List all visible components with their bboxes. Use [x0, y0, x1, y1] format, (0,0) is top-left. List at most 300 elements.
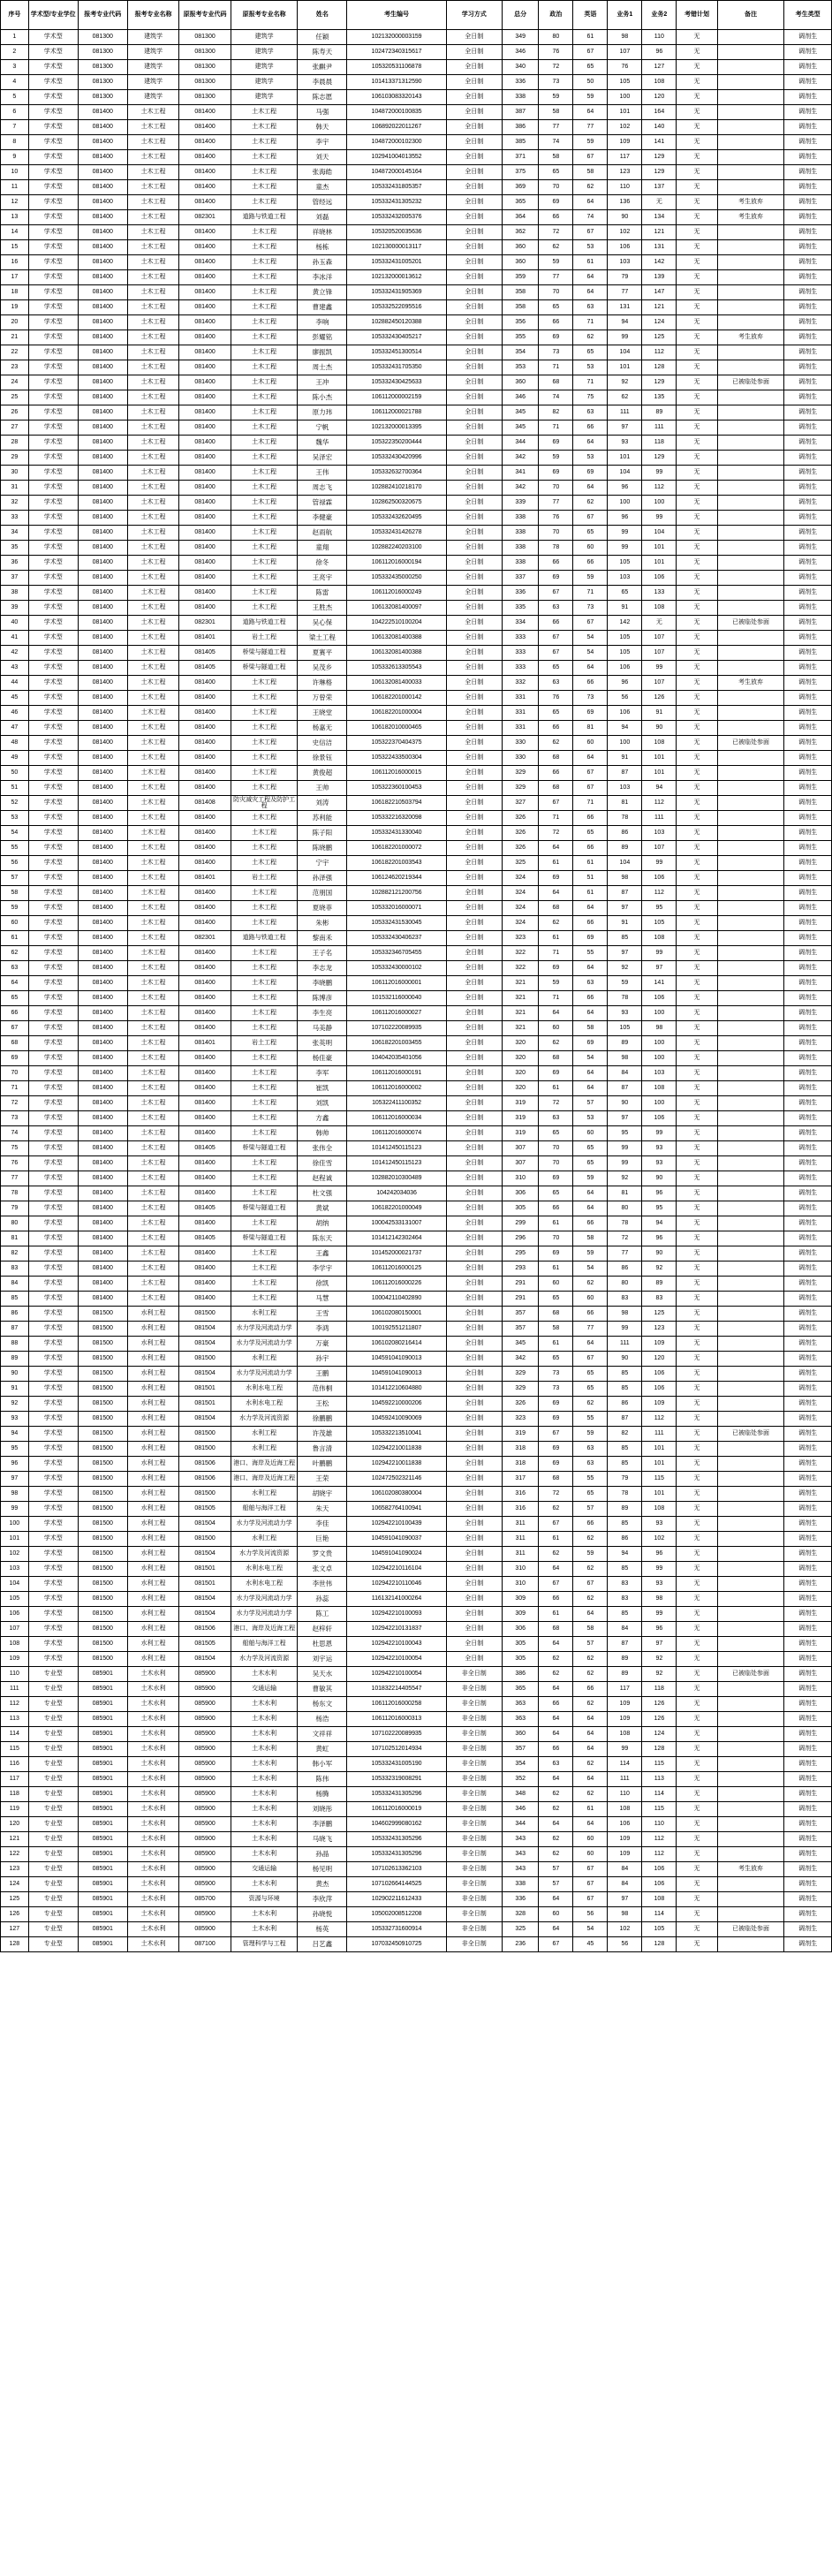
cell-r74-c13: 93 [642, 1141, 677, 1156]
cell-r22-c14: 无 [677, 360, 717, 375]
cell-r89-c7: 104591041090013 [347, 1367, 446, 1382]
cell-r108-c9: 305 [502, 1652, 538, 1667]
cell-r54-c10: 64 [539, 841, 573, 856]
cell-r107-c0: 108 [1, 1637, 29, 1652]
cell-r111-c11: 62 [573, 1697, 608, 1712]
cell-r36-c14: 无 [677, 571, 717, 586]
cell-r107-c2: 081500 [78, 1637, 127, 1652]
cell-r105-c12: 85 [608, 1607, 642, 1622]
cell-r22-c12: 101 [608, 360, 642, 375]
cell-r4-c12: 100 [608, 90, 642, 105]
cell-r48-c0: 49 [1, 751, 29, 766]
cell-r74-c14: 无 [677, 1141, 717, 1156]
cell-r51-c2: 081400 [78, 796, 127, 811]
cell-r91-c11: 62 [573, 1397, 608, 1412]
cell-r90-c12: 85 [608, 1382, 642, 1397]
cell-r70-c6: 崔凯 [298, 1081, 347, 1096]
table-row [1, 225, 832, 240]
cell-r109-c6: 吴天水 [298, 1667, 347, 1682]
cell-r94-c10: 69 [539, 1442, 573, 1457]
cell-r73-c13: 99 [642, 1126, 677, 1141]
cell-r103-c15 [717, 1577, 784, 1592]
cell-r73-c6: 韩帅 [298, 1126, 347, 1141]
cell-r86-c13: 123 [642, 1322, 677, 1337]
cell-r91-c8: 全日制 [446, 1397, 502, 1412]
cell-r14-c0: 15 [1, 240, 29, 255]
cell-r91-c12: 86 [608, 1397, 642, 1412]
cell-r125-c0: 126 [1, 1907, 29, 1922]
cell-r69-c1: 学术型 [28, 1066, 78, 1081]
cell-r4-c2: 081300 [78, 90, 127, 105]
cell-r74-c12: 99 [608, 1141, 642, 1156]
cell-r1-c9: 346 [502, 45, 538, 60]
cell-r94-c11: 63 [573, 1442, 608, 1457]
cell-r77-c16: 调剂生 [784, 1186, 832, 1201]
cell-r40-c6: 梁土工程 [298, 631, 347, 646]
table-row [1, 1216, 832, 1231]
cell-r38-c11: 73 [573, 601, 608, 616]
cell-r120-c3: 土木水利 [127, 1832, 179, 1847]
cell-r27-c2: 081400 [78, 436, 127, 451]
cell-r18-c1: 学术型 [28, 300, 78, 315]
cell-r59-c3: 土木工程 [127, 916, 179, 931]
cell-r124-c6: 李欣萍 [298, 1892, 347, 1907]
cell-r68-c3: 土木工程 [127, 1051, 179, 1066]
cell-r108-c6: 刘宇运 [298, 1652, 347, 1667]
column-header-0: 序号 [1, 1, 29, 30]
cell-r94-c8: 全日制 [446, 1442, 502, 1457]
cell-r0-c4: 081300 [179, 30, 231, 45]
cell-r98-c8: 全日制 [446, 1502, 502, 1517]
cell-r33-c0: 34 [1, 526, 29, 541]
cell-r87-c0: 88 [1, 1337, 29, 1352]
cell-r42-c6: 吴茂乡 [298, 661, 347, 676]
cell-r41-c7: 106132081400388 [347, 646, 446, 661]
cell-r121-c15 [717, 1847, 784, 1862]
cell-r4-c14: 无 [677, 90, 717, 105]
cell-r37-c0: 38 [1, 586, 29, 601]
cell-r93-c12: 82 [608, 1427, 642, 1442]
cell-r11-c4: 081400 [179, 195, 231, 210]
cell-r108-c11: 62 [573, 1652, 608, 1667]
cell-r112-c5: 土木水利 [231, 1712, 298, 1727]
cell-r43-c14: 无 [677, 676, 717, 691]
cell-r30-c8: 全日制 [446, 481, 502, 496]
cell-r118-c15 [717, 1802, 784, 1817]
cell-r86-c2: 081500 [78, 1322, 127, 1337]
cell-r79-c12: 78 [608, 1216, 642, 1231]
cell-r51-c8: 全日制 [446, 796, 502, 811]
cell-r109-c5: 土木水利 [231, 1667, 298, 1682]
cell-r62-c14: 无 [677, 961, 717, 976]
cell-r19-c16: 调剂生 [784, 315, 832, 330]
cell-r117-c3: 土木水利 [127, 1787, 179, 1802]
cell-r122-c13: 106 [642, 1862, 677, 1877]
cell-r86-c9: 357 [502, 1322, 538, 1337]
cell-r111-c16: 调剂生 [784, 1697, 832, 1712]
cell-r105-c8: 全日制 [446, 1607, 502, 1622]
cell-r96-c3: 水利工程 [127, 1472, 179, 1487]
table-row [1, 646, 832, 661]
cell-r126-c9: 325 [502, 1922, 538, 1937]
cell-r24-c8: 全日制 [446, 390, 502, 405]
cell-r100-c14: 无 [677, 1532, 717, 1547]
cell-r56-c6: 孙泽强 [298, 871, 347, 886]
cell-r119-c8: 非全日制 [446, 1817, 502, 1832]
cell-r83-c3: 土木工程 [127, 1277, 179, 1292]
cell-r103-c8: 全日制 [446, 1577, 502, 1592]
cell-r87-c16: 调剂生 [784, 1337, 832, 1352]
cell-r116-c1: 专业型 [28, 1772, 78, 1787]
cell-r60-c3: 土木工程 [127, 931, 179, 946]
cell-r54-c12: 89 [608, 841, 642, 856]
cell-r4-c13: 120 [642, 90, 677, 105]
cell-r49-c4: 081400 [179, 766, 231, 781]
cell-r75-c1: 学术型 [28, 1156, 78, 1171]
cell-r28-c7: 105332430420996 [347, 451, 446, 466]
cell-r50-c2: 081400 [78, 781, 127, 796]
cell-r76-c15 [717, 1171, 784, 1186]
cell-r114-c13: 128 [642, 1742, 677, 1757]
cell-r72-c15 [717, 1111, 784, 1126]
cell-r20-c0: 21 [1, 330, 29, 345]
cell-r34-c4: 081400 [179, 541, 231, 556]
cell-r109-c13: 92 [642, 1667, 677, 1682]
cell-r0-c11: 61 [573, 30, 608, 45]
cell-r18-c13: 121 [642, 300, 677, 315]
cell-r92-c3: 水利工程 [127, 1412, 179, 1427]
cell-r113-c15 [717, 1727, 784, 1742]
cell-r77-c12: 81 [608, 1186, 642, 1201]
cell-r13-c16: 调剂生 [784, 225, 832, 240]
cell-r115-c6: 韩小军 [298, 1757, 347, 1772]
cell-r70-c8: 全日制 [446, 1081, 502, 1096]
cell-r40-c13: 107 [642, 631, 677, 646]
cell-r95-c5: 港口、海岸及近海工程 [231, 1457, 298, 1472]
cell-r27-c15 [717, 436, 784, 451]
cell-r90-c11: 65 [573, 1382, 608, 1397]
cell-r35-c12: 105 [608, 556, 642, 571]
table-row [1, 1697, 832, 1712]
cell-r14-c16: 调剂生 [784, 240, 832, 255]
cell-r78-c2: 081400 [78, 1201, 127, 1216]
cell-r97-c7: 106102080380004 [347, 1487, 446, 1502]
cell-r36-c1: 学术型 [28, 571, 78, 586]
cell-r5-c1: 学术型 [28, 105, 78, 120]
cell-r102-c12: 85 [608, 1562, 642, 1577]
cell-r57-c13: 112 [642, 886, 677, 901]
cell-r28-c16: 调剂生 [784, 451, 832, 466]
cell-r39-c10: 66 [539, 616, 573, 631]
cell-r19-c5: 土木工程 [231, 315, 298, 330]
cell-r37-c11: 71 [573, 586, 608, 601]
cell-r3-c13: 108 [642, 75, 677, 90]
cell-r18-c15 [717, 300, 784, 315]
cell-r15-c10: 59 [539, 255, 573, 270]
cell-r11-c1: 学术型 [28, 195, 78, 210]
cell-r21-c15 [717, 345, 784, 360]
cell-r61-c16: 调剂生 [784, 946, 832, 961]
table-row [1, 1352, 832, 1367]
cell-r32-c4: 081400 [179, 511, 231, 526]
table-row [1, 1862, 832, 1877]
table-row [1, 1472, 832, 1487]
cell-r10-c16: 调剂生 [784, 180, 832, 195]
table-row [1, 1412, 832, 1427]
cell-r77-c4: 081400 [179, 1186, 231, 1201]
cell-r34-c13: 101 [642, 541, 677, 556]
cell-r109-c16: 调剂生 [784, 1667, 832, 1682]
cell-r48-c8: 全日制 [446, 751, 502, 766]
cell-r38-c0: 39 [1, 601, 29, 616]
cell-r103-c6: 李世伟 [298, 1577, 347, 1592]
cell-r127-c7: 107032450910725 [347, 1937, 446, 1952]
cell-r90-c10: 73 [539, 1382, 573, 1397]
cell-r0-c0: 1 [1, 30, 29, 45]
cell-r66-c4: 081400 [179, 1021, 231, 1036]
cell-r59-c12: 91 [608, 916, 642, 931]
table-row [1, 1186, 832, 1201]
cell-r68-c6: 杨佳豪 [298, 1051, 347, 1066]
cell-r102-c9: 310 [502, 1562, 538, 1577]
cell-r116-c15 [717, 1772, 784, 1787]
cell-r16-c8: 全日制 [446, 270, 502, 285]
cell-r10-c13: 137 [642, 180, 677, 195]
cell-r4-c10: 59 [539, 90, 573, 105]
cell-r111-c3: 土木水利 [127, 1697, 179, 1712]
cell-r83-c5: 土木工程 [231, 1277, 298, 1292]
cell-r58-c14: 无 [677, 901, 717, 916]
cell-r55-c15 [717, 856, 784, 871]
cell-r82-c9: 293 [502, 1261, 538, 1277]
cell-r52-c1: 学术型 [28, 811, 78, 826]
cell-r56-c1: 学术型 [28, 871, 78, 886]
cell-r104-c9: 309 [502, 1592, 538, 1607]
cell-r71-c3: 土木工程 [127, 1096, 179, 1111]
cell-r35-c1: 学术型 [28, 556, 78, 571]
cell-r82-c14: 无 [677, 1261, 717, 1277]
cell-r5-c2: 081400 [78, 105, 127, 120]
cell-r1-c11: 67 [573, 45, 608, 60]
cell-r97-c8: 全日制 [446, 1487, 502, 1502]
cell-r81-c14: 无 [677, 1246, 717, 1261]
cell-r54-c15 [717, 841, 784, 856]
cell-r54-c16: 调剂生 [784, 841, 832, 856]
cell-r27-c11: 64 [573, 436, 608, 451]
cell-r82-c1: 学术型 [28, 1261, 78, 1277]
cell-r22-c3: 土木工程 [127, 360, 179, 375]
cell-r48-c3: 土木工程 [127, 751, 179, 766]
cell-r38-c9: 335 [502, 601, 538, 616]
cell-r108-c3: 水利工程 [127, 1652, 179, 1667]
cell-r58-c1: 学术型 [28, 901, 78, 916]
cell-r25-c10: 82 [539, 405, 573, 420]
table-row [1, 1622, 832, 1637]
cell-r55-c3: 土木工程 [127, 856, 179, 871]
cell-r22-c7: 105332431705350 [347, 360, 446, 375]
cell-r15-c0: 16 [1, 255, 29, 270]
cell-r52-c14: 无 [677, 811, 717, 826]
cell-r125-c5: 土木水利 [231, 1907, 298, 1922]
cell-r21-c13: 112 [642, 345, 677, 360]
cell-r52-c7: 105332216320098 [347, 811, 446, 826]
cell-r102-c14: 无 [677, 1562, 717, 1577]
cell-r41-c15 [717, 646, 784, 661]
cell-r49-c15 [717, 766, 784, 781]
cell-r93-c11: 59 [573, 1427, 608, 1442]
cell-r96-c5: 港口、海岸及近海工程 [231, 1472, 298, 1487]
cell-r50-c7: 105322360100453 [347, 781, 446, 796]
cell-r106-c15 [717, 1622, 784, 1637]
cell-r96-c16: 调剂生 [784, 1472, 832, 1487]
cell-r99-c14: 无 [677, 1517, 717, 1532]
cell-r31-c2: 081400 [78, 496, 127, 511]
cell-r125-c6: 孙晓悦 [298, 1907, 347, 1922]
cell-r9-c8: 全日制 [446, 165, 502, 180]
cell-r104-c7: 116132141000264 [347, 1592, 446, 1607]
cell-r121-c9: 343 [502, 1847, 538, 1862]
table-row [1, 270, 832, 285]
cell-r27-c7: 105322350200444 [347, 436, 446, 451]
cell-r39-c5: 道路与铁道工程 [231, 616, 298, 631]
cell-r1-c15 [717, 45, 784, 60]
cell-r15-c9: 360 [502, 255, 538, 270]
cell-r26-c3: 土木工程 [127, 420, 179, 436]
cell-r29-c0: 30 [1, 466, 29, 481]
cell-r15-c3: 土木工程 [127, 255, 179, 270]
cell-r65-c0: 66 [1, 1006, 29, 1021]
cell-r49-c16: 调剂生 [784, 766, 832, 781]
cell-r111-c4: 085900 [179, 1697, 231, 1712]
cell-r90-c5: 水利水电工程 [231, 1382, 298, 1397]
cell-r75-c0: 76 [1, 1156, 29, 1171]
cell-r112-c0: 113 [1, 1712, 29, 1727]
cell-r19-c4: 081400 [179, 315, 231, 330]
cell-r41-c16: 调剂生 [784, 646, 832, 661]
cell-r4-c8: 全日制 [446, 90, 502, 105]
cell-r0-c10: 80 [539, 30, 573, 45]
cell-r65-c16: 调剂生 [784, 1006, 832, 1021]
cell-r67-c16: 调剂生 [784, 1036, 832, 1051]
cell-r61-c1: 学术型 [28, 946, 78, 961]
cell-r55-c9: 325 [502, 856, 538, 871]
cell-r86-c0: 87 [1, 1322, 29, 1337]
cell-r74-c8: 全日制 [446, 1141, 502, 1156]
table-row [1, 180, 832, 195]
cell-r59-c1: 学术型 [28, 916, 78, 931]
cell-r31-c0: 32 [1, 496, 29, 511]
cell-r25-c3: 土木工程 [127, 405, 179, 420]
cell-r85-c10: 68 [539, 1307, 573, 1322]
column-header-3: 报考专业名称 [127, 1, 179, 30]
cell-r12-c7: 105332432005376 [347, 210, 446, 225]
cell-r26-c8: 全日制 [446, 420, 502, 436]
cell-r102-c6: 张文卓 [298, 1562, 347, 1577]
cell-r77-c7: 104242034036 [347, 1186, 446, 1201]
cell-r93-c1: 学术型 [28, 1427, 78, 1442]
cell-r35-c10: 66 [539, 556, 573, 571]
cell-r43-c1: 学术型 [28, 676, 78, 691]
cell-r30-c6: 周志飞 [298, 481, 347, 496]
cell-r86-c15 [717, 1322, 784, 1337]
cell-r36-c5: 土木工程 [231, 571, 298, 586]
cell-r87-c11: 64 [573, 1337, 608, 1352]
cell-r119-c16: 调剂生 [784, 1817, 832, 1832]
cell-r17-c1: 学术型 [28, 285, 78, 300]
cell-r83-c4: 081400 [179, 1277, 231, 1292]
cell-r124-c10: 64 [539, 1892, 573, 1907]
cell-r20-c1: 学术型 [28, 330, 78, 345]
cell-r34-c0: 35 [1, 541, 29, 556]
cell-r17-c4: 081400 [179, 285, 231, 300]
cell-r48-c4: 081400 [179, 751, 231, 766]
cell-r40-c4: 081401 [179, 631, 231, 646]
cell-r46-c9: 331 [502, 721, 538, 736]
cell-r40-c2: 081400 [78, 631, 127, 646]
table-row [1, 330, 832, 345]
cell-r127-c0: 128 [1, 1937, 29, 1952]
cell-r80-c11: 58 [573, 1231, 608, 1246]
cell-r3-c6: 李晨晨 [298, 75, 347, 90]
cell-r37-c4: 081400 [179, 586, 231, 601]
cell-r28-c4: 081400 [179, 451, 231, 466]
cell-r29-c12: 104 [608, 466, 642, 481]
cell-r74-c7: 101412450115123 [347, 1141, 446, 1156]
cell-r93-c16: 调剂生 [784, 1427, 832, 1442]
cell-r30-c15 [717, 481, 784, 496]
cell-r77-c9: 306 [502, 1186, 538, 1201]
cell-r67-c6: 张英明 [298, 1036, 347, 1051]
cell-r124-c12: 97 [608, 1892, 642, 1907]
cell-r1-c12: 107 [608, 45, 642, 60]
cell-r9-c2: 081400 [78, 165, 127, 180]
cell-r40-c10: 67 [539, 631, 573, 646]
cell-r76-c5: 土木工程 [231, 1171, 298, 1186]
cell-r115-c11: 62 [573, 1757, 608, 1772]
cell-r2-c10: 72 [539, 60, 573, 75]
cell-r32-c14: 无 [677, 511, 717, 526]
cell-r61-c8: 全日制 [446, 946, 502, 961]
cell-r0-c8: 全日制 [446, 30, 502, 45]
cell-r74-c9: 307 [502, 1141, 538, 1156]
cell-r68-c2: 081400 [78, 1051, 127, 1066]
cell-r5-c5: 土木工程 [231, 105, 298, 120]
table-row [1, 766, 832, 781]
cell-r38-c5: 土木工程 [231, 601, 298, 616]
cell-r5-c10: 58 [539, 105, 573, 120]
cell-r53-c4: 081400 [179, 826, 231, 841]
cell-r34-c10: 78 [539, 541, 573, 556]
cell-r94-c9: 318 [502, 1442, 538, 1457]
table-row [1, 1367, 832, 1382]
cell-r84-c11: 60 [573, 1292, 608, 1307]
cell-r38-c3: 土木工程 [127, 601, 179, 616]
cell-r118-c8: 非全日制 [446, 1802, 502, 1817]
column-header-13: 业务2 [642, 1, 677, 30]
cell-r84-c14: 无 [677, 1292, 717, 1307]
cell-r29-c13: 99 [642, 466, 677, 481]
cell-r112-c8: 非全日制 [446, 1712, 502, 1727]
cell-r79-c9: 299 [502, 1216, 538, 1231]
cell-r30-c13: 112 [642, 481, 677, 496]
table-row [1, 1246, 832, 1261]
cell-r13-c3: 土木工程 [127, 225, 179, 240]
cell-r88-c4: 081500 [179, 1352, 231, 1367]
cell-r94-c12: 85 [608, 1442, 642, 1457]
cell-r90-c1: 学术型 [28, 1382, 78, 1397]
cell-r123-c7: 107102664144525 [347, 1877, 446, 1892]
cell-r96-c11: 55 [573, 1472, 608, 1487]
